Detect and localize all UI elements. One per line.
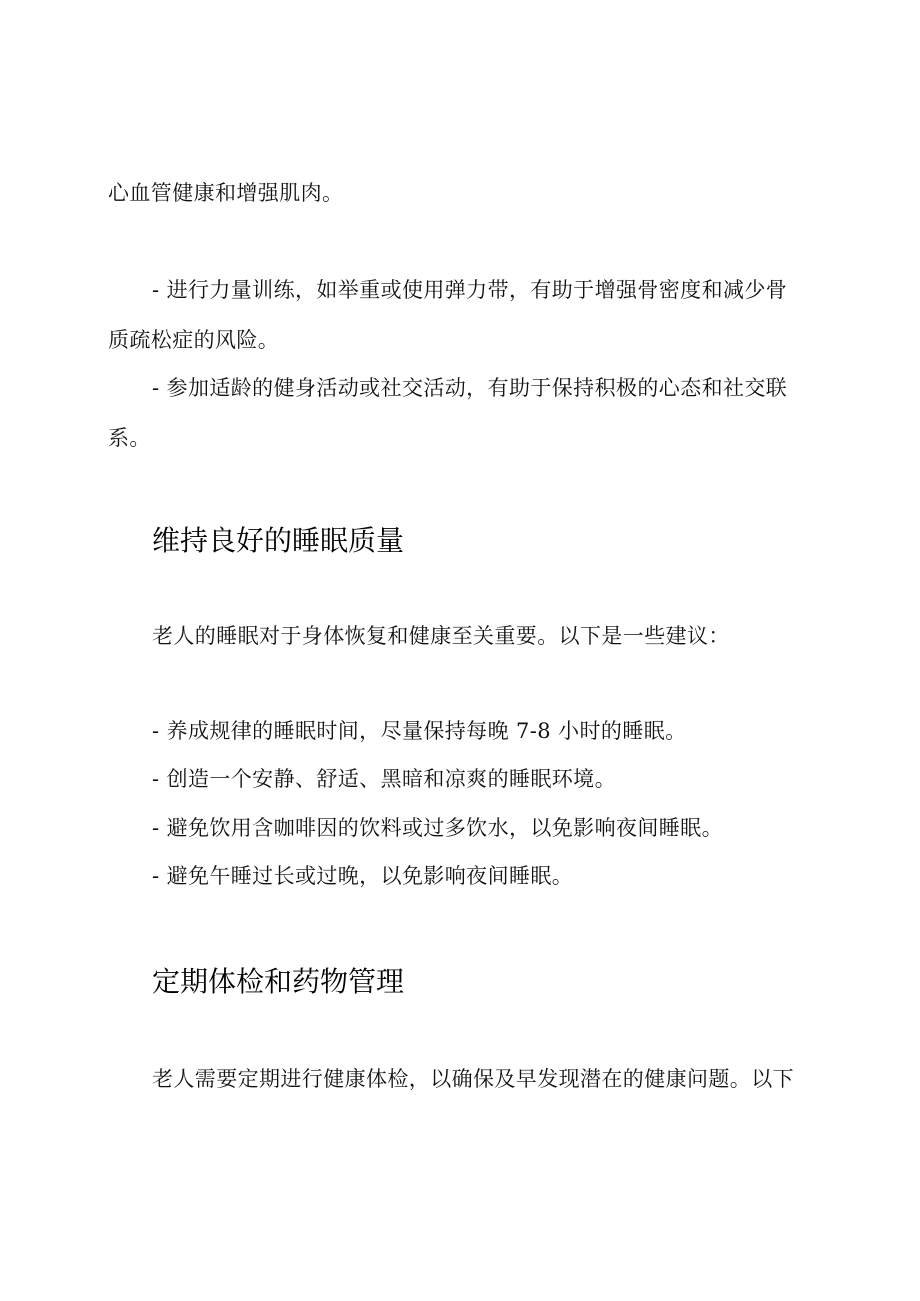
sleep-bullet-nap: - 避免午睡过长或过晚，以免影响夜间睡眠。	[152, 864, 574, 888]
sleep-bullet-regular-schedule: - 养成规律的睡眠时间，尽量保持每晚 7-8 小时的睡眠。	[152, 719, 687, 743]
bullet-social-activity-line1: - 参加适龄的健身活动或社交活动，有助于保持积极的心态和社交联	[152, 376, 788, 400]
checkup-intro-paragraph: 老人需要定期进行健康体检，以确保及早发现潜在的健康问题。以下	[152, 1067, 794, 1091]
sleep-bullet-caffeine: - 避免饮用含咖啡因的饮料或过多饮水，以免影响夜间睡眠。	[152, 816, 723, 840]
sleep-intro-paragraph: 老人的睡眠对于身体恢复和健康至关重要。以下是一些建议：	[152, 624, 730, 648]
bullet-strength-training-line2: 质疏松症的风险。	[108, 328, 280, 352]
paragraph-continuation: 心血管健康和增强肌肉。	[108, 181, 344, 205]
section-heading-sleep: 维持良好的睡眠质量	[152, 524, 405, 557]
bullet-social-activity-line2: 系。	[108, 426, 151, 450]
section-heading-checkup: 定期体检和药物管理	[152, 965, 405, 998]
sleep-bullet-environment: - 创造一个安静、舒适、黑暗和凉爽的睡眠环境。	[152, 767, 616, 791]
bullet-strength-training-line1: - 进行力量训练，如举重或使用弹力带，有助于增强骨密度和减少骨	[152, 278, 788, 302]
